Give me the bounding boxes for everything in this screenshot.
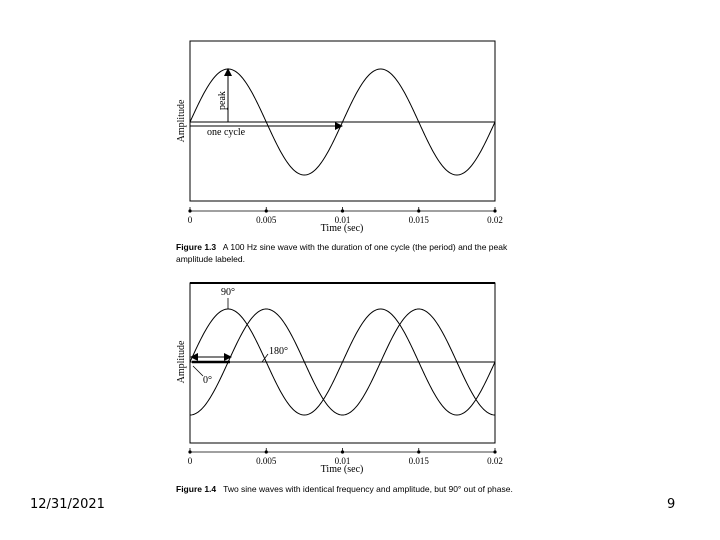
figure-1-3-caption: [176, 241, 536, 265]
figure-1-4-caption: [176, 483, 536, 495]
label-0-pointer: [193, 366, 203, 376]
figure-1-4-x-label: Time (sec): [320, 464, 364, 475]
figure-1-4-chart: [176, 283, 503, 475]
label-180-degrees: 180°: [269, 346, 288, 357]
figure-1-3-caption-text: A 100 Hz sine wave with the duration of one cycle (the period) and the peak amplitude labeled.: [176, 242, 508, 264]
slide-date: 12/31/2021: [30, 497, 105, 512]
x-tick-dot: [417, 450, 420, 453]
peak-label: peak: [217, 91, 228, 110]
x-tick-label: 0: [187, 456, 193, 466]
x-tick-label: 0.005: [256, 215, 277, 225]
figure-1-4-caption-text: Two sine waves with identical frequency and amplitude, but 90° out of phase.: [223, 484, 513, 494]
x-tick-label: 0.015: [408, 215, 429, 225]
x-tick-dot: [341, 209, 344, 212]
figure-1-3-chart: [176, 41, 503, 234]
figure-1-4-y-label: Amplitude: [176, 340, 187, 384]
figure-1-3-y-label: Amplitude: [176, 99, 187, 143]
figure-1-3-x-label: Time (sec): [320, 223, 364, 234]
one-cycle-label: one cycle: [207, 127, 246, 138]
x-tick-label: 0.02: [487, 456, 503, 466]
x-tick-dot: [493, 450, 496, 453]
x-tick-label: 0: [187, 215, 193, 225]
slide-page-number: 9: [667, 497, 676, 512]
x-tick-dot: [417, 209, 420, 212]
x-tick-dot: [493, 209, 496, 212]
figure-1-3-caption-label: Figure 1.3: [176, 242, 217, 252]
x-tick-label: 0.005: [256, 456, 277, 466]
x-tick-dot: [341, 450, 344, 453]
figure-1-4-caption-label: Figure 1.4: [176, 484, 217, 494]
x-tick-label: 0.01: [334, 215, 351, 225]
x-tick-dot: [188, 209, 191, 212]
x-tick-label: 0.02: [487, 215, 503, 225]
label-90-degrees: 90°: [221, 287, 235, 298]
x-tick-label: 0.01: [334, 456, 351, 466]
x-tick-dot: [265, 450, 268, 453]
x-tick-dot: [188, 450, 191, 453]
x-tick-label: 0.015: [408, 456, 429, 466]
label-0-degrees: 0°: [203, 375, 212, 386]
x-tick-dot: [265, 209, 268, 212]
